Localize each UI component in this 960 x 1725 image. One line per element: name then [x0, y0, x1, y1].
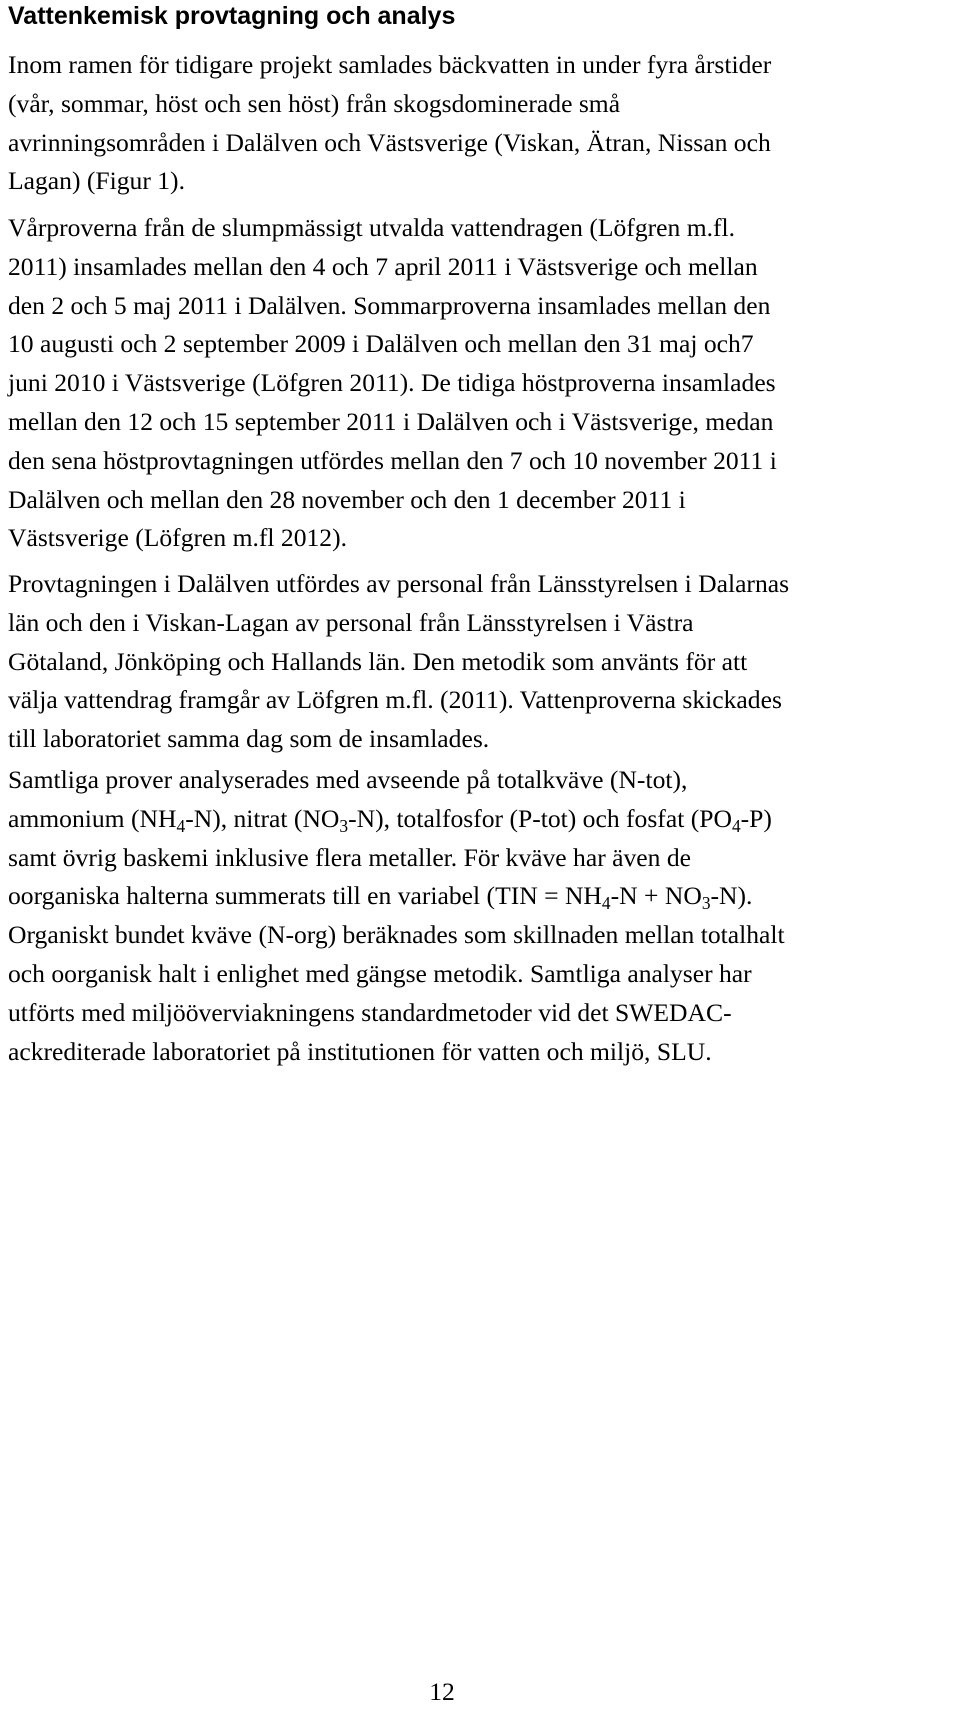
paragraph-sampling-dates: [8, 209, 777, 558]
text-line: Vårproverna från de slumpmässigt utvalda vattendragen (Löfgren m.fl.: [8, 213, 736, 242]
text-line: mellan den 12 och 15 september 2011 i Dalälven och i Västsverige, medan: [8, 406, 774, 436]
subscript: 3: [339, 815, 349, 836]
text-line: välja vattendrag framgår av Löfgren m.fl. (2011). Vattenproverna skickades: [8, 685, 782, 715]
text-segment: -N), totalfosfor (P-tot) och fosfat (PO: [348, 803, 732, 833]
text-segment: -N + NO: [610, 881, 702, 911]
text-segment: oorganiska halterna summerats till en variabel (TIN = NH: [8, 881, 602, 911]
paragraph-sampling-personnel: [8, 565, 789, 759]
text-segment: -N), nitrat (NO: [185, 803, 340, 833]
text-segment: -N).: [710, 881, 753, 911]
text-line: Götaland, Jönköping och Hallands län. Den metodik som använts för att: [8, 646, 748, 676]
text-line: Samtliga prover analyserades med avseende på totalkväve (N-tot),: [8, 765, 688, 794]
text-line: den 2 och 5 maj 2011 i Dalälven. Sommarproverna insamlades mellan den: [8, 290, 771, 320]
text-line: utförts med miljööverviakningens standardmetoder vid det SWEDAC-: [8, 997, 732, 1027]
subscript: 3: [701, 893, 711, 914]
text-line: Inom ramen för tidigare projekt samlades bäckvatten in under fyra årstider: [8, 50, 772, 79]
text-line: juni 2010 i Västsverige (Löfgren 2011). De tidiga höstproverna insamlades: [8, 368, 776, 398]
subscript: 4: [601, 893, 611, 914]
paragraph-sampling-intro: [8, 46, 771, 201]
text-line: 2011) insamlades mellan den 4 och 7 april 2011 i Västsverige och mellan: [8, 251, 758, 281]
text-line: samt övrig baskemi inklusive flera metaller. För kväve har även de: [8, 842, 691, 872]
text-segment: -P): [740, 803, 772, 833]
text-line-with-formulas: [8, 800, 785, 839]
text-line: Provtagningen i Dalälven utfördes av personal från Länsstyrelsen i Dalarnas: [8, 569, 790, 598]
text-line: (vår, sommar, höst och sen höst) från skogsdominerade små: [8, 88, 621, 118]
text-line: avrinningsområden i Dalälven och Västsverige (Viskan, Ätran, Nissan och: [8, 127, 771, 157]
text-line: Organiskt bundet kväve (N-org) beräknades som skillnaden mellan totalhalt: [8, 920, 785, 950]
text-line-with-formulas: [8, 877, 785, 916]
text-line: den sena höstprovtagningen utfördes mellan den 7 och 10 november 2011 i: [8, 445, 777, 475]
text-line: Lagan) (Figur 1).: [8, 166, 185, 196]
paragraph-analysis-methods: [8, 761, 785, 1071]
text-line: Dalälven och mellan den 28 november och den 1 december 2011 i: [8, 484, 686, 514]
text-line: 10 augusti och 2 september 2009 i Dalälven och mellan den 31 maj och7: [8, 329, 754, 359]
text-line: län och den i Viskan-Lagan av personal från Länsstyrelsen i Västra: [8, 607, 694, 637]
text-line: och oorganisk halt i enlighet med gängse metodik. Samtliga analyser har: [8, 958, 752, 988]
subscript: 4: [731, 815, 741, 836]
text-line: till laboratoriet samma dag som de insamlades.: [8, 724, 490, 754]
text-line: Västsverige (Löfgren m.fl 2012).: [8, 523, 348, 553]
text-segment: ammonium (NH: [8, 803, 177, 833]
page-number: 12: [429, 1677, 455, 1706]
section-heading: Vattenkemisk provtagning och analys: [8, 2, 456, 30]
subscript: 4: [176, 815, 186, 836]
text-line: ackrediterade laboratoriet på institutionen för vatten och miljö, SLU.: [8, 1036, 712, 1066]
